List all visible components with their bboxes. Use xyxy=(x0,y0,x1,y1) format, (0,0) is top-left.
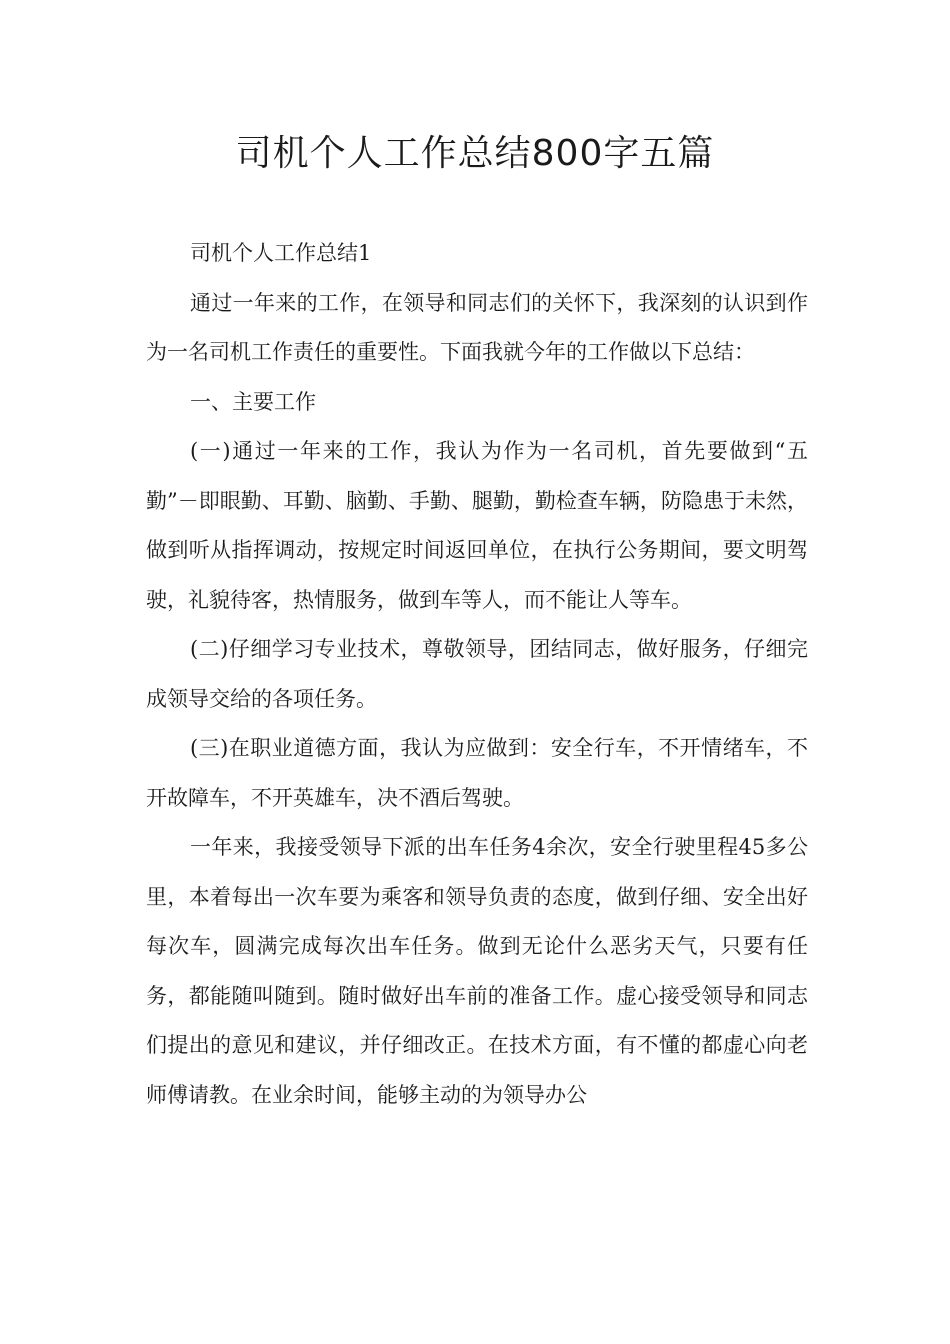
section-heading: 司机个人工作总结1 xyxy=(190,241,372,265)
paragraph: 一年来，我接受领导下派的出车任务4余次，安全行驶里程45多公里，本着每出一次车要为乘客和领导负责的态度，做到仔细、安全出好每次车，圆满完成每次出车任务。做到无论什么恶劣天气，只要有任务，都能随叫随到。随时做好出车前的准备工作。虚心接受领导和同志们提出的意见和建议，并仔细改正。在技术方面，有不懂的都虚心向老师傅请教。在业余时间，能够主动的为领导办公 xyxy=(146,835,808,1107)
paragraph: 通过一年来的工作，在领导和同志们的关怀下，我深刻的认识到作为一名司机工作责任的重要性。下面我就今年的工作做以下总结： xyxy=(146,290,808,364)
paragraph: (三)在职业道德方面，我认为应做到：安全行车，不开情绪车，不开故障车，不开英雄车，决不酒后驾驶。 xyxy=(146,736,808,810)
paragraph: (二)仔细学习专业技术，尊敬领导，团结同志，做好服务，仔细完成领导交给的各项任务。 xyxy=(146,637,808,711)
document-title: 司机个人工作总结800字五篇 xyxy=(235,133,715,174)
document-body xyxy=(146,229,808,1120)
section-heading: 一、主要工作 xyxy=(190,389,316,414)
paragraph: (一)通过一年来的工作，我认为作为一名司机，首先要做到“五勤”－即眼勤、耳勤、脑勤、手勤、腿勤，勤检查车辆，防隐患于未然，做到听从指挥调动，按规定时间返回单位，在执行公务期间，要文明驾驶，礼貌待客，热情服务，做到车等人，而不能让人等车。 xyxy=(146,439,808,612)
